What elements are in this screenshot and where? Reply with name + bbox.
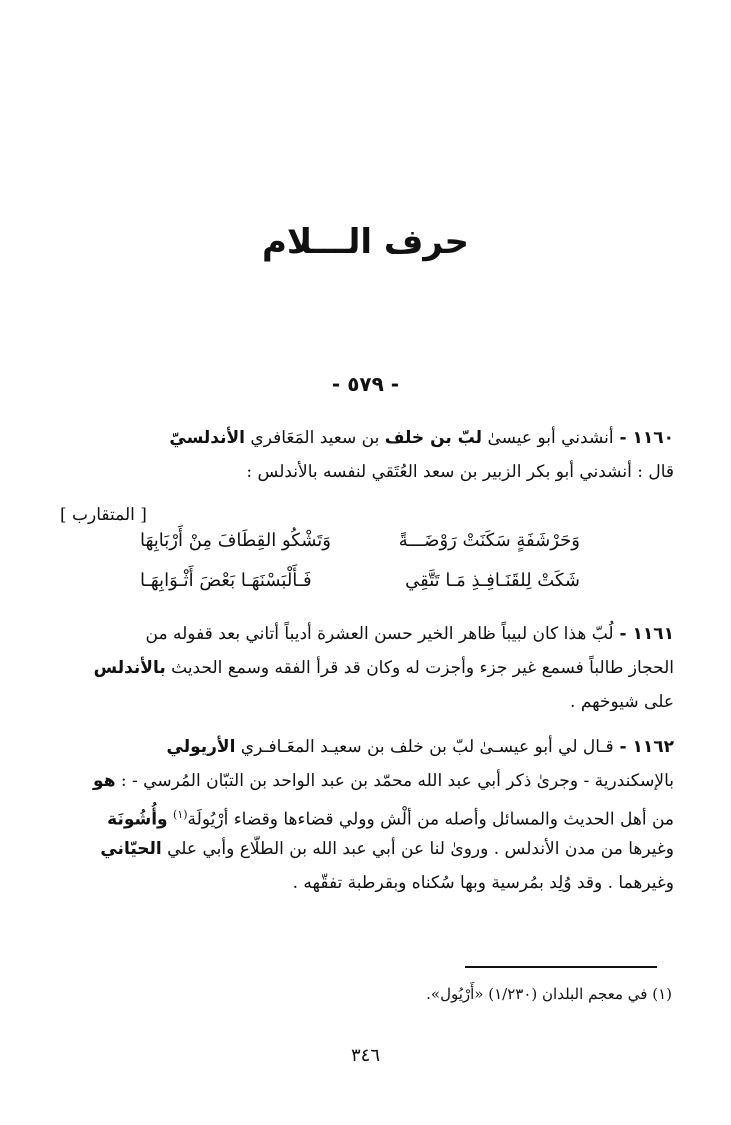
entry-1162-text-pre: قـال لي أبو عيسـىٰ لبّ بن خلف بن سعيـد المعَـافـري [235, 737, 614, 757]
entry-1161 [62, 617, 674, 719]
page-number: ٣٤٦ [350, 1045, 380, 1066]
verse-1-first-hemistich: وَحَرْشَفَةٍ سَكَنَتْ رَوْضَـــةً [398, 530, 580, 551]
entry-1160-nisba: الأندلسيّ [169, 428, 245, 448]
footnote-1: (١) في معجم البلدان (١/٢٣٠) «أَرْيُول». [426, 985, 672, 1003]
verse-1 [140, 530, 580, 566]
poetic-meter-label: [ المتقارب ] [60, 505, 147, 525]
entry-1160-line-2: قال : أنشدني أبو بكر الزبير بن سعد العُتَقي لنفسه بالأندلس : [246, 462, 674, 482]
entry-1162-place-name: وأُشُونَة [107, 809, 168, 830]
footnote-marker[interactable]: (١) [173, 808, 188, 821]
entry-1161-line-2 [62, 651, 674, 685]
entry-number: - ٥٧٩ - [331, 372, 400, 396]
entry-1161-dash: - [613, 624, 633, 644]
entry-1162-line-1 [62, 730, 674, 764]
entry-1160-dash: - [613, 428, 633, 448]
entry-1162-line-2-text: بالإسكندرية - وجرىٰ ذكر أبي عبد الله محمّد بن عبد الواحد بن التبّان المُرسي - : [115, 771, 674, 791]
entry-1162-line-5: وغيرهما . وقد وُلِد بمُرسية وبها سُكناه وبقرطبة تفقّهه . [292, 873, 674, 893]
verse-2 [140, 570, 580, 606]
entry-1161-text: لُبّ هذا كان لبيباً ظاهر الخير حسن العشرة أديباً أتاني بعد قفوله من [145, 624, 614, 644]
entry-1160-line-1 [62, 421, 674, 455]
entry-1162-line-2 [62, 764, 674, 798]
entry-1162-bold-word: هو [93, 771, 116, 791]
entry-1162-person-nisba: الحيّاني [100, 839, 162, 859]
entry-1162-line-3 [62, 798, 674, 832]
entry-1160-text-pre: أنشدني أبو عيسىٰ [482, 428, 614, 448]
entry-1162-nisba: الأريولي [166, 737, 236, 757]
entry-1162-line-4 [62, 832, 674, 866]
entry-1160 [62, 421, 674, 489]
entry-1161-line-1 [62, 617, 674, 651]
entry-1161-line-2-text: الحجاز طالباً فسمع غير جزء وأجزت له وكان قد قرأ الفقه وسمع الحديث [165, 658, 674, 678]
entry-1161-number: ١١٦١ [632, 624, 674, 644]
entry-1160-name: لبّ بن خلف [384, 428, 483, 448]
entry-1162-line-3-text: من أهل الحديث والمسائل وأصله من ألْش وولي قضاءها وقضاء أرْيُولَة [187, 809, 674, 830]
verse-2-first-hemistich: شَكَتْ لِلقَنَـافِـذِ مَـا تَتَّقِي [405, 570, 580, 591]
verse-2-second-hemistich: فَـأَلْبَسْنَهَـا بَعْضَ أَثْـوَابِهَـا [140, 570, 312, 591]
entry-1162-number: ١١٦٢ [632, 737, 674, 757]
chapter-title: حرف الـــلام [261, 222, 469, 262]
entry-1162-dash: - [613, 737, 633, 757]
entry-1161-line-3: على شيوخهم . [570, 692, 674, 712]
entry-1162-line-4-text: وغيرها من مدن الأندلس . وروىٰ لنا عن أبي عبد الله بن الطلّاع وأبي علي [161, 839, 674, 859]
footnote-divider [465, 966, 657, 968]
entry-1160-number: ١١٦٠ [632, 428, 674, 448]
verse-1-second-hemistich: وَتَشْكُو القِطَافَ مِنْ أَرْبَابِهَا [140, 530, 331, 551]
entry-1161-place-name: بالأندلس [93, 658, 166, 678]
entry-1160-text-post: بن سعيد المَعَافري [245, 428, 385, 448]
entry-1162 [62, 730, 674, 900]
